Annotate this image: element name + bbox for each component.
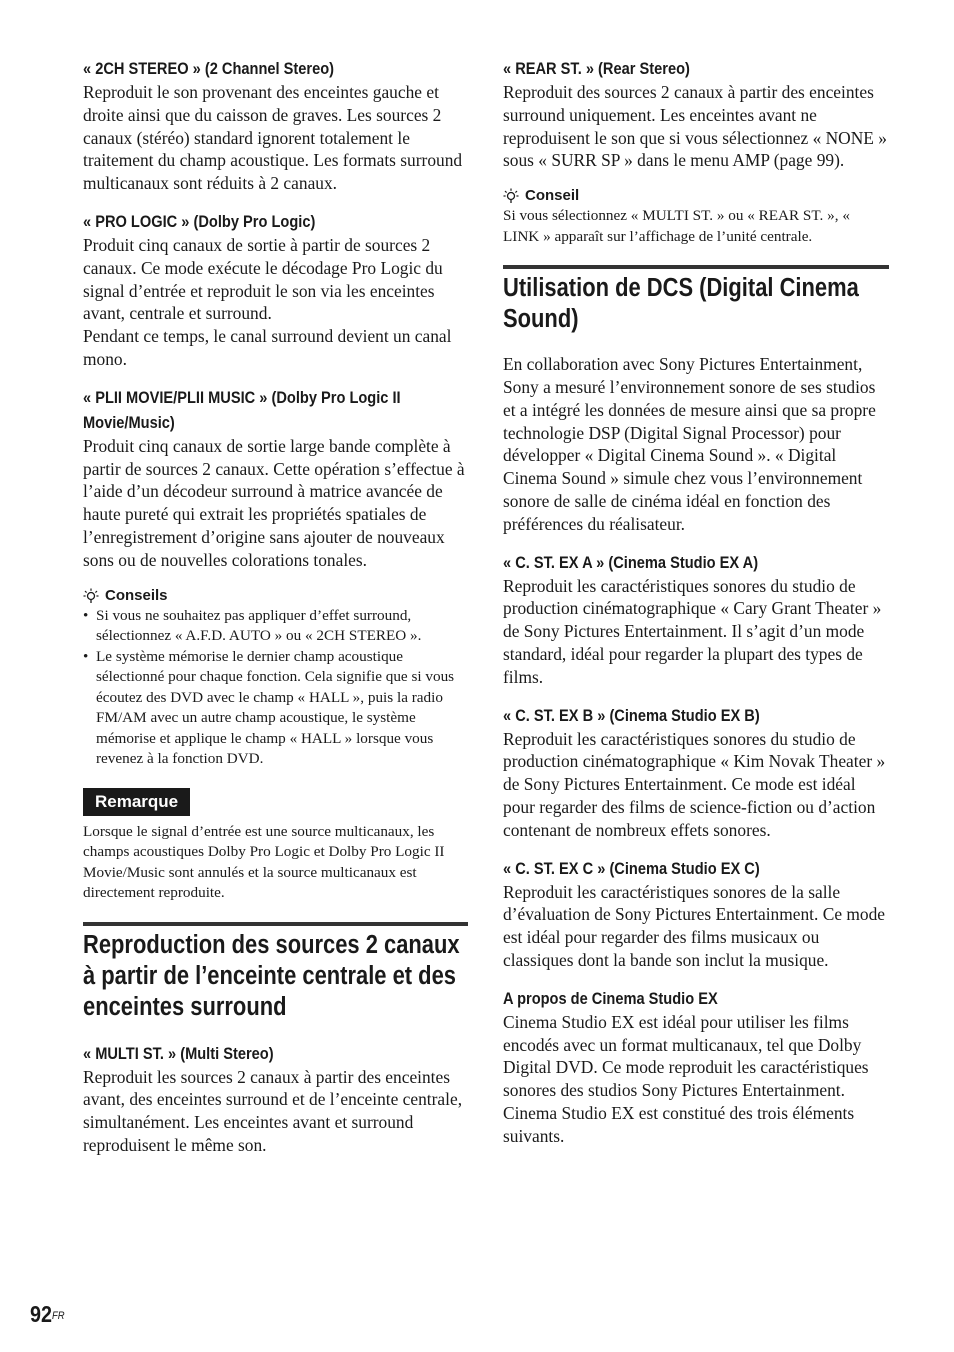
heading-cst-ex-b: « C. ST. EX B » (Cinema Studio EX B) [503, 705, 760, 725]
list-item: • Le système mémorise le dernier champ acoustique sélectionné pour chaque fonction. Cela signifie que si vous écoutez des DVD avec le champ « HALL », puis la radio FM/AM avec un autre champ acoustique, le système mémorise et applique le champ « HALL » lorsque vous revenez à la fonction DVD. [83, 647, 468, 770]
text-cst-ex-a: Reproduit les caractéristiques sonores du studio de production cinématographique « Cary Grant Theater » de Sony Pictures Entertainment. Il s’agit d’un mode standard, idéal pour regarder la plupart des types de films. [503, 575, 882, 687]
heading-plii: « PLII MOVIE/PLII MUSIC » (Dolby Pro Logic II Movie/Music) [83, 387, 401, 432]
heading-pro-logic: « PRO LOGIC » (Dolby Pro Logic) [83, 211, 316, 231]
conseils-list [83, 606, 468, 770]
text-cst-ex-c: Reproduit les caractéristiques sonores de la salle d’évaluation de Sony Pictures Entertainment. Ce mode est idéal pour regarder des films musicaux ou classiques dont la bande son inclut la musique. [503, 881, 886, 970]
remarque-badge: Remarque [83, 788, 190, 816]
conseil-label: Conseil [525, 187, 580, 205]
text-2ch-stereo: Reproduit le son provenant des enceintes gauche et droite ainsi que du caisson de graves. Les sources 2 canaux (stéréo) standard ignorent totalement le traitement du champ acoustique. Les formats surround multicanaux sont réduits à 2 canaux. [83, 82, 463, 194]
text-multi-st: Reproduit les sources 2 canaux à partir des enceintes avant, des enceintes surround et de l’enceinte centrale, simultanément. Les enceintes avant et surround reproduisent le même son. [83, 1066, 463, 1155]
conseils-label: Conseils [105, 586, 168, 604]
heading-rear-st: « REAR ST. » (Rear Stereo) [503, 59, 690, 78]
left-column [83, 56, 468, 1157]
page-number [30, 1300, 65, 1328]
text-rear-st: Reproduit des sources 2 canaux à partir des enceintes surround uniquement. Les enceintes avant ne reproduisent le son que si vous sélectionnez « NONE » sous « SURR SP » dans le menu AMP (page 99). [503, 82, 887, 171]
heading-about-cinema-studio: A propos de Cinema Studio EX [503, 988, 718, 1008]
lightbulb-icon [83, 588, 99, 604]
text-dcs-intro: En collaboration avec Sony Pictures Entertainment, Sony a mesuré l’environnement sonore de ses studios et a intégré les données de mesure ainsi que sa propre technologie DSP (Digital Signal Processor) pour développer « Digital Cinema Sound ». « Digital Cinema Sound » simule chez vous l’environnement sonore de salle de cinéma idéal en fonction des préférences du réalisateur. [503, 354, 876, 534]
heading-multi-st: « MULTI ST. » (Multi Stereo) [83, 1043, 274, 1063]
heading-cst-ex-c: « C. ST. EX C » (Cinema Studio EX C) [503, 858, 760, 878]
text-about-2: Cinema Studio EX est constitué des trois éléments suivants. [503, 1102, 855, 1146]
conseil-text: Si vous sélectionnez « MULTI ST. » ou « REAR ST. », « LINK » apparaît sur l’affichage de l’unité centrale. [503, 207, 850, 245]
lightbulb-icon [503, 188, 519, 204]
conseils-header [83, 586, 468, 606]
heading-cst-ex-a: « C. ST. EX A » (Cinema Studio EX A) [503, 552, 759, 572]
text-plii: Produit cinq canaux de sortie large bande complète à partir de sources 2 canaux. Cette opération s’effectue à l’aide d’un décodeur surround à matrice avancée de haute pureté qui extrait les propriétés spatiales de l’enregistrement d’origine sans ajouter de nouveaux sons ou de nouvelles colorations tonales. [83, 435, 465, 570]
text-pro-logic-1: Produit cinq canaux de sortie à partir de sources 2 canaux. Ce mode exécute le décodage Pro Logic du signal d’entrée et reproduit le son via les enceintes avant, centrale et surround. [83, 234, 443, 324]
remarque-text: Lorsque le signal d’entrée est une source multicanaux, les champs acoustiques Dolby Pro Logic et Dolby Pro Logic II Movie/Music sont annulés et la source multicanaux est directement reproduite. [83, 822, 445, 902]
list-item: • Si vous ne souhaitez pas appliquer d’effet surround, sélectionnez « A.F.D. AUTO » ou « 2CH STEREO ». [83, 606, 468, 647]
text-about-1: Cinema Studio EX est idéal pour utiliser les films encodés avec un format multicanaux, tel que Dolby Digital DVD. Ce mode reproduit les caractéristiques sonores des studios Sony Pictures Entertainment. [503, 1011, 869, 1101]
text-pro-logic-2: Pendant ce temps, le canal surround devient un canal mono. [83, 326, 452, 369]
page-number-suffix: FR [52, 1310, 65, 1322]
text-cst-ex-b: Reproduit les caractéristiques sonores du studio de production cinématographique « Kim Novak Theater » de Sony Pictures Entertainment. Ce mode est idéal pour regarder des films de science-fiction ou d’action contenant de nombreux effets sonores. [503, 728, 886, 840]
section-heading-dcs: Utilisation de DCS (Digital Cinema Sound) [503, 274, 859, 334]
right-column [503, 56, 889, 1148]
page-number-value: 92 [30, 1301, 53, 1327]
section-heading-reproduction: Reproduction des sources 2 canaux à partir de l’enceinte centrale et des enceintes surround [83, 930, 460, 1021]
conseil-header [503, 186, 889, 206]
heading-2ch-stereo: « 2CH STEREO » (2 Channel Stereo) [83, 59, 335, 78]
